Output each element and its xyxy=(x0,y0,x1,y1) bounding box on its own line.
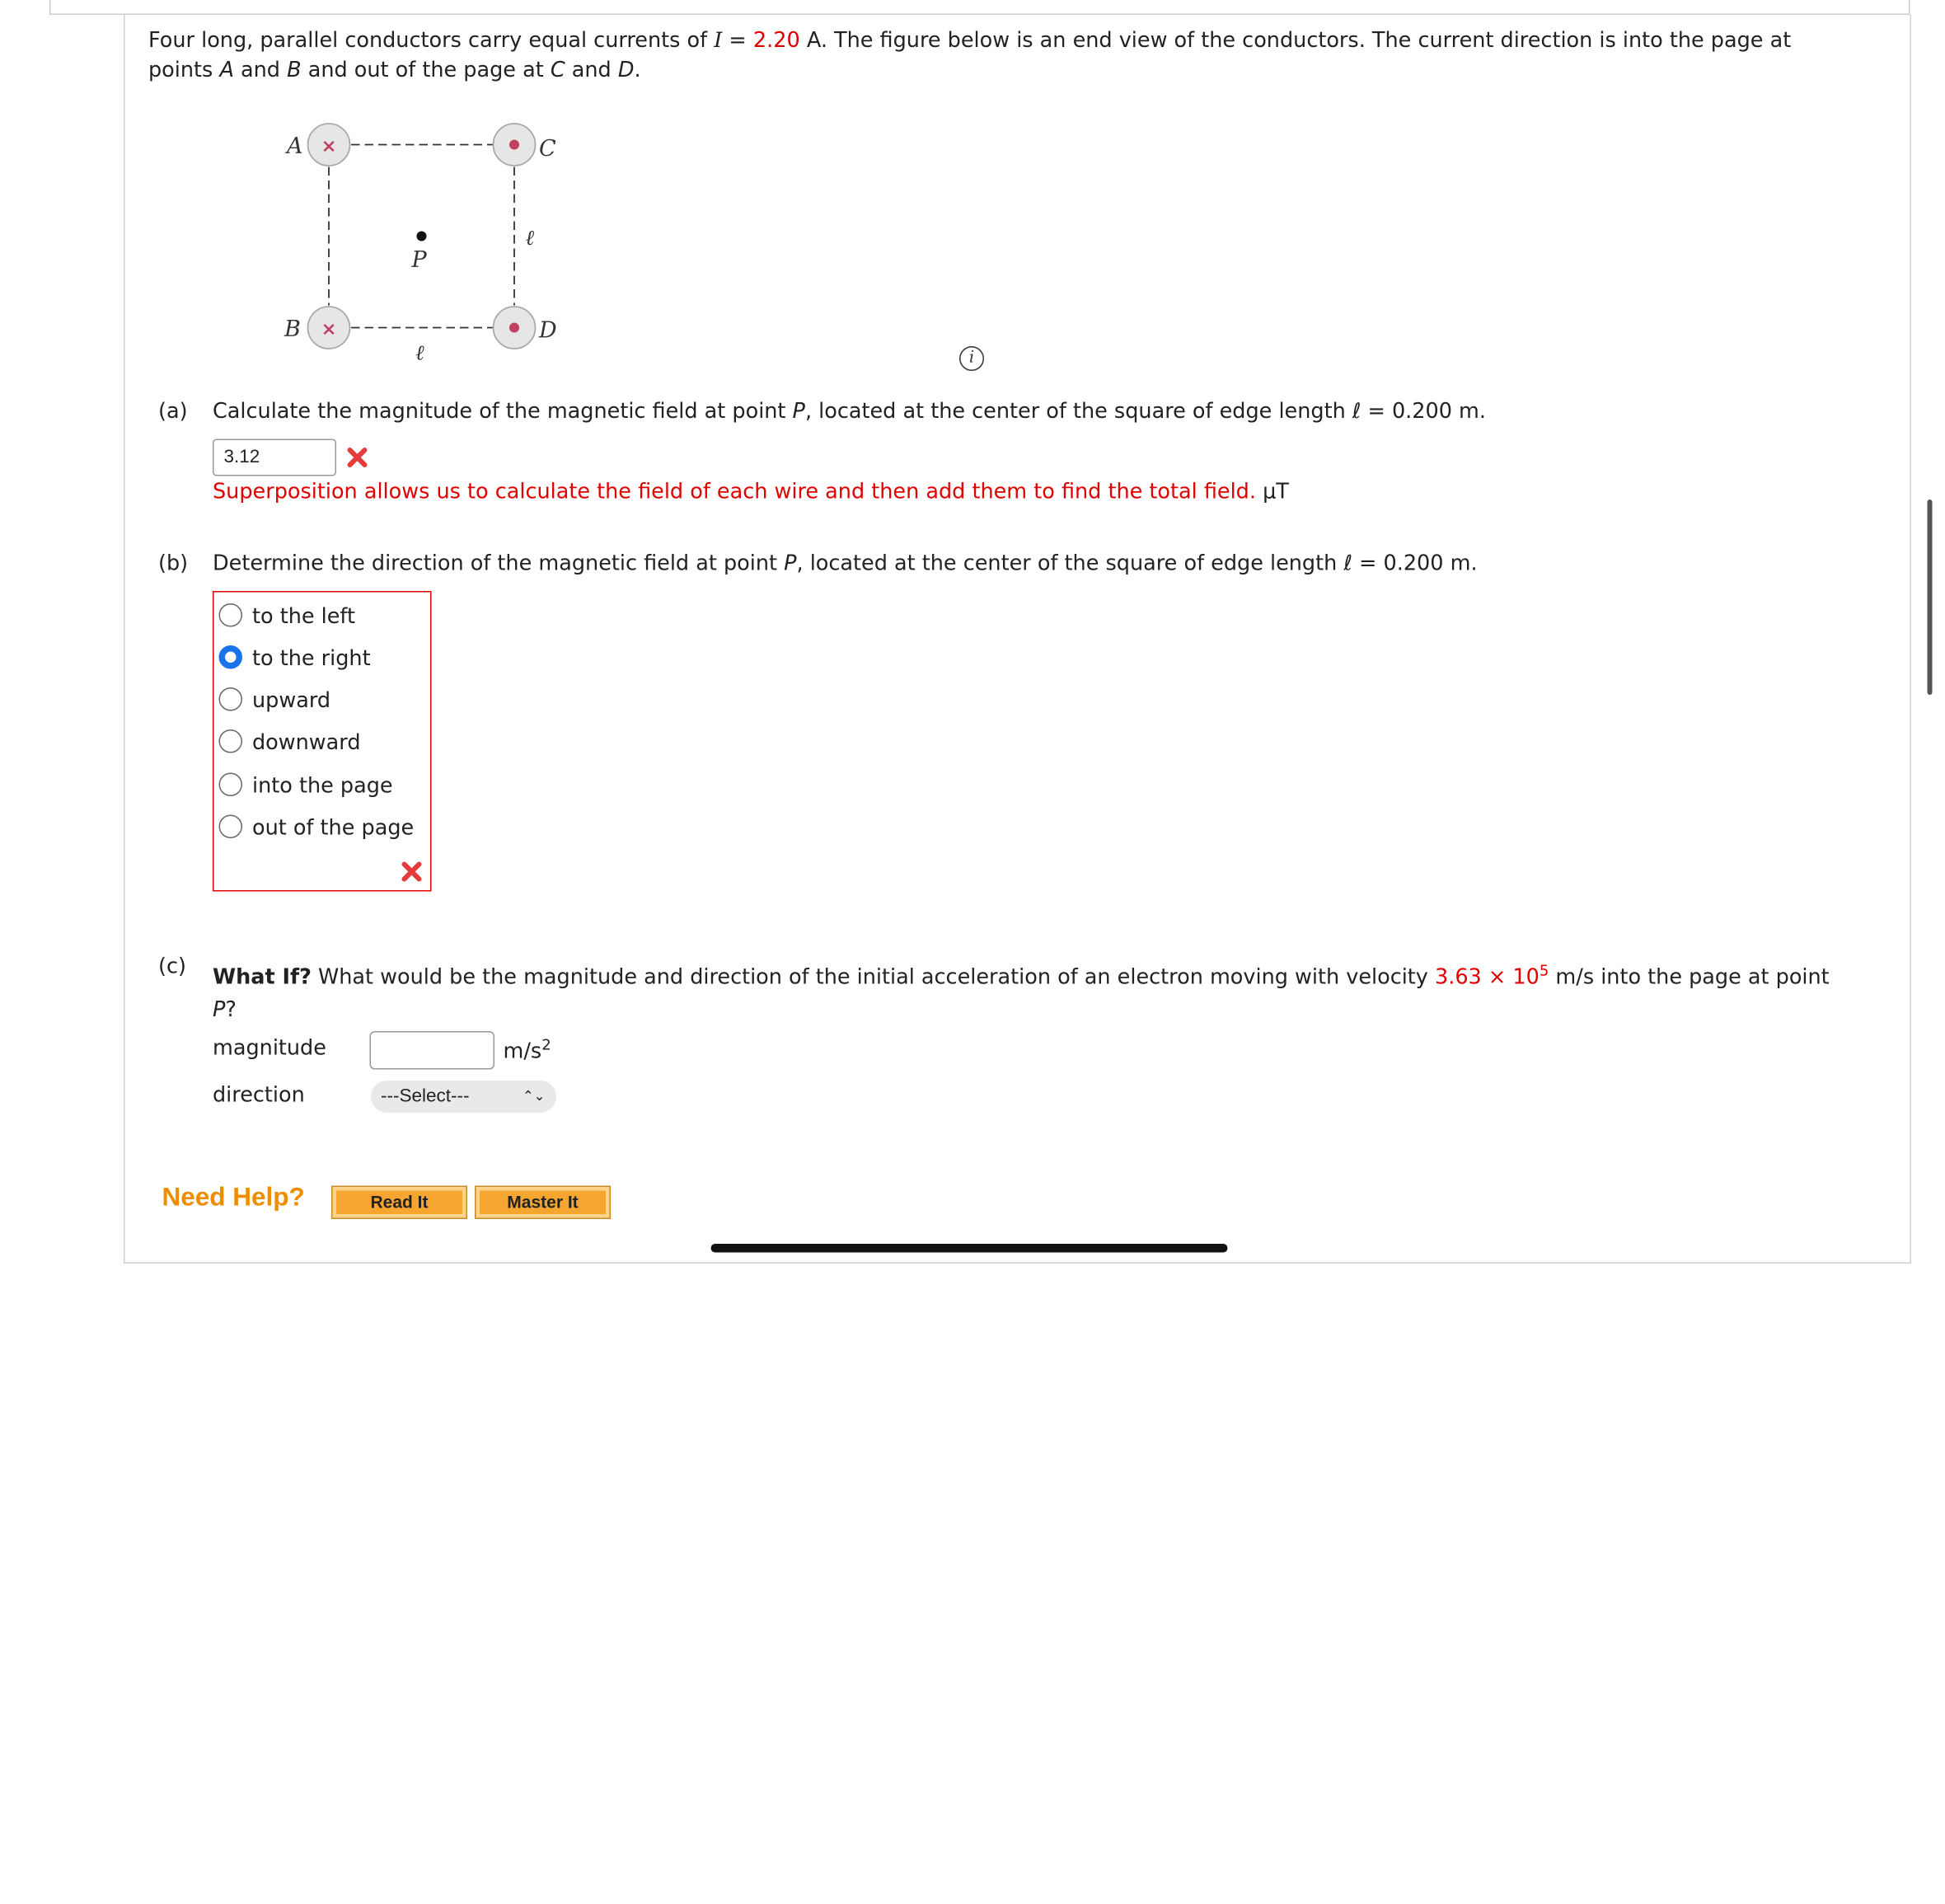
label-P: P xyxy=(411,247,427,273)
problem-statement xyxy=(148,26,1867,86)
part-a-feedback xyxy=(213,480,1289,504)
problem-text: points xyxy=(148,58,220,83)
part-b-text: , located at the center of the square of edge length ℓ = 0.200 m. xyxy=(796,551,1478,576)
radio-button-selected[interactable] xyxy=(219,645,243,668)
equals-sign: = xyxy=(722,28,753,54)
current-value: 2.20 xyxy=(752,28,800,54)
part-c-label: (c) xyxy=(158,954,186,979)
wire-D-out-of-page-icon xyxy=(494,307,536,349)
select-value: ---Select--- xyxy=(381,1086,470,1107)
var-P: P xyxy=(213,997,226,1022)
var-I: I xyxy=(714,28,723,54)
wire-A-into-page-icon xyxy=(308,124,350,166)
incorrect-icon xyxy=(401,861,423,883)
point-C: C xyxy=(550,58,565,83)
unit-label: μT xyxy=(1255,480,1289,504)
problem-text: and xyxy=(565,58,618,83)
unit-text: m/s xyxy=(503,1039,542,1064)
part-b-question xyxy=(213,551,1478,576)
problem-text: Four long, parallel conductors carry equal currents of xyxy=(148,28,715,54)
option-out-of-page[interactable] xyxy=(219,815,415,842)
option-label: into the page xyxy=(252,774,393,799)
part-a-text: Calculate the magnitude of the magnetic field at point xyxy=(213,399,793,424)
problem-text: . xyxy=(634,58,641,83)
point-P-dot xyxy=(417,232,427,242)
part-c-text: m/s into the page at point xyxy=(1549,964,1830,990)
option-label: out of the page xyxy=(252,816,415,841)
label-C: C xyxy=(539,136,556,162)
feedback-text: Superposition allows us to calculate the field of each wire and then add them to find the total field. xyxy=(213,480,1256,504)
scrollbar-thumb[interactable] xyxy=(1928,499,1933,695)
chevron-up-down-icon: ⌃⌄ xyxy=(522,1089,546,1104)
option-label: downward xyxy=(252,730,361,756)
velocity-exponent: 5 xyxy=(1539,962,1549,979)
problem-text: A. The figure below is an end view of the conductors. The current direction is into the page at xyxy=(799,28,1792,54)
part-c-text: What would be the magnitude and direction of the initial acceleration of an electron moving with velocity xyxy=(311,964,1436,990)
part-a-label: (a) xyxy=(158,399,188,424)
radio-button[interactable] xyxy=(219,603,243,626)
conductors-figure xyxy=(272,114,581,373)
label-B: B xyxy=(284,317,301,343)
need-help-label: Need Help? xyxy=(162,1183,305,1212)
previous-panel-edge xyxy=(49,0,1910,15)
direction-label: direction xyxy=(213,1083,305,1108)
svg-text:×: × xyxy=(321,318,337,340)
part-c-question xyxy=(213,954,1876,1025)
master-it-button[interactable]: Master It xyxy=(475,1186,611,1220)
radio-button[interactable] xyxy=(219,772,243,796)
var-P: P xyxy=(792,399,805,424)
read-it-button[interactable]: Read It xyxy=(331,1186,467,1220)
radio-button[interactable] xyxy=(219,729,243,753)
part-c-text: ? xyxy=(225,997,237,1022)
option-downward[interactable] xyxy=(219,729,361,757)
option-label: to the right xyxy=(252,646,371,672)
option-right[interactable] xyxy=(219,645,371,673)
label-ell-bottom: ℓ xyxy=(415,340,424,366)
magnitude-label: magnitude xyxy=(213,1036,326,1061)
problem-text: and out of the page at xyxy=(301,58,551,83)
velocity-value: 3.63 × 10 xyxy=(1435,964,1540,990)
svg-text:×: × xyxy=(321,135,337,157)
unit-exponent: 2 xyxy=(541,1036,551,1053)
problem-text: and xyxy=(233,58,288,83)
part-b-label: (b) xyxy=(158,551,189,576)
home-indicator-bar xyxy=(711,1244,1228,1253)
label-ell-right: ℓ xyxy=(525,226,535,251)
point-D: D xyxy=(617,58,635,83)
option-label: to the left xyxy=(252,604,355,630)
option-upward[interactable] xyxy=(219,687,331,715)
label-A: A xyxy=(287,134,303,159)
radio-button[interactable] xyxy=(219,687,243,710)
radio-button[interactable] xyxy=(219,814,243,838)
magnitude-unit xyxy=(504,1036,551,1064)
incorrect-icon xyxy=(346,447,368,469)
wire-C-out-of-page-icon xyxy=(494,124,536,166)
part-a-question xyxy=(213,400,1486,424)
point-B: B xyxy=(287,58,302,83)
point-A: A xyxy=(219,58,234,83)
direction-select[interactable] xyxy=(371,1081,556,1113)
part-a-answer-input[interactable]: 3.12 xyxy=(213,439,336,476)
wire-B-into-page-icon xyxy=(308,307,350,349)
option-left[interactable] xyxy=(219,603,355,631)
option-label: upward xyxy=(252,688,331,714)
info-icon[interactable]: i xyxy=(959,346,984,371)
part-b-text: Determine the direction of the magnetic field at point xyxy=(213,551,785,576)
part-a-text: , located at the center of the square of edge length ℓ = 0.200 m. xyxy=(804,399,1487,424)
magnitude-input[interactable] xyxy=(370,1031,495,1070)
what-if-label: What If? xyxy=(213,964,312,990)
var-P: P xyxy=(784,551,797,576)
label-D: D xyxy=(539,317,557,344)
option-into-page[interactable] xyxy=(219,773,393,800)
